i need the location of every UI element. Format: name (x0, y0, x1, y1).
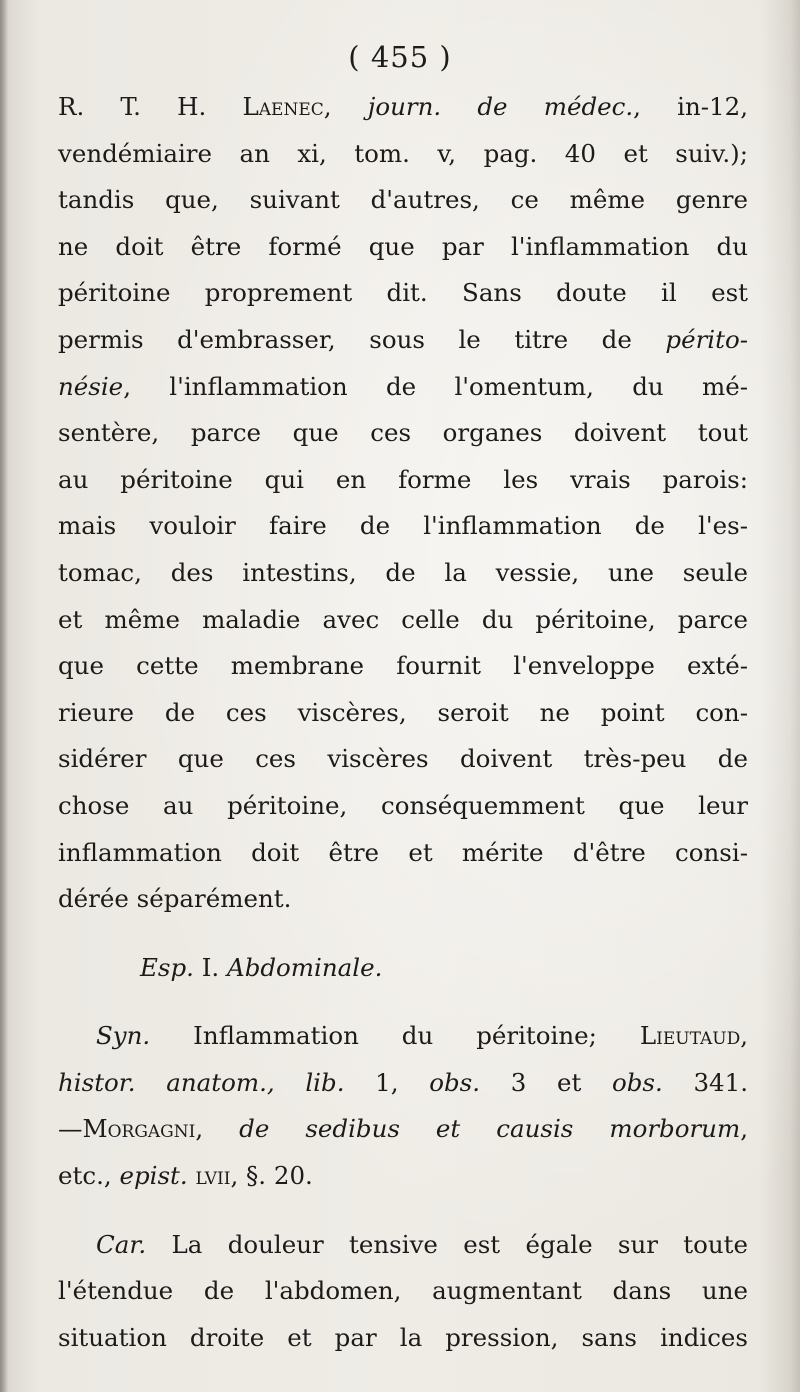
syn-epist: epist. (119, 1161, 188, 1191)
text-line: inflammation doit être et mérite d'être consi- (58, 837, 748, 867)
syn-ref: obs. (429, 1067, 481, 1097)
syn-author: Lieutaud, (639, 1021, 748, 1051)
syn-ref: histor. (58, 1067, 136, 1097)
text-line: sentère, parce que ces organes doivent tout (58, 418, 748, 448)
syn-line-4: etc., epist. lvii, §. 20. (58, 1161, 313, 1191)
text-line: chose au péritoine, conséquemment que leur (58, 790, 748, 820)
syn-ref: anatom., (166, 1067, 275, 1097)
syn-line-2 (58, 1060, 748, 1107)
heading-title: Abdominale. (227, 952, 383, 982)
syn-dash: — (58, 1114, 83, 1144)
section-gap (58, 923, 748, 945)
text-line: au péritoine qui en forme les vrais parois: (58, 464, 748, 494)
page-number: ( 455 ) (348, 40, 452, 74)
section-heading (58, 945, 748, 992)
syn-epist-number: lvii (195, 1161, 231, 1191)
car-line-3: situation droite et par la pression, sans indices (58, 1322, 748, 1352)
page-gutter-shadow (0, 0, 8, 1392)
syn-ref: 3 (510, 1067, 527, 1097)
text-line: que cette membrane fournit l'enveloppe exté- (58, 651, 748, 681)
text-line-7: nésie, l'inflammation de l'omentum, du mé- (58, 371, 748, 401)
car-text: La douleur tensive est égale sur toute (171, 1229, 748, 1259)
text-line-last: dérée séparément. (58, 884, 292, 914)
text-line: tandis que, suivant d'autres, ce même genre (58, 185, 748, 215)
syn-ref: et (556, 1067, 582, 1097)
syn-ref: 1, (375, 1067, 399, 1097)
heading-number: I. (201, 952, 220, 982)
text-line: ne doit être formé que par l'inflammation du (58, 231, 748, 261)
syn-line-3: —Morgagni, de sedibus et causis morborum, (58, 1114, 748, 1144)
syn-work: de sedibus et causis morborum (239, 1114, 741, 1144)
syn-ref: obs. (612, 1067, 663, 1097)
page-body (58, 84, 748, 1361)
text-line: rieure de ces viscères, seroit ne point con- (58, 697, 748, 727)
text-line-6: permis d'embrasser, sous le titre de périto- (58, 324, 748, 354)
text-line: vendémiaire an xi, tom. v, pag. 40 et suiv.); (58, 138, 748, 168)
car-label: Car. (96, 1229, 147, 1259)
syn-author: Morgagni (82, 1114, 196, 1144)
text-line-1: R. T. H. Laenec, journ. de médec., in-12, (58, 92, 748, 121)
syn-ref: lib. (305, 1067, 345, 1097)
syn-ref: 341. (693, 1067, 749, 1097)
syn-section: §. 20. (246, 1161, 313, 1191)
heading-label: Esp. (140, 952, 194, 982)
section-gap (58, 991, 748, 1013)
text-line: sidérer que ces viscères doivent très-peu de (58, 744, 748, 774)
section-gap (58, 1200, 748, 1222)
text-line: et même maladie avec celle du péritoine, parce (58, 604, 748, 634)
syn-label: Syn. (96, 1021, 151, 1051)
syn-punct: , (740, 1114, 748, 1144)
text-line: tomac, des intestins, de la vessie, une seule (58, 557, 748, 587)
text-line: péritoine proprement dit. Sans doute il est (58, 278, 748, 308)
text-line: mais vouloir faire de l'inflammation de l'es- (58, 511, 748, 541)
syn-line-1 (58, 1013, 748, 1060)
syn-etc: etc., (58, 1161, 112, 1191)
car-line-1 (58, 1222, 748, 1269)
car-line-2: l'étendue de l'abdomen, augmentant dans une (58, 1276, 748, 1306)
syn-text: Inflammation du péritoine; (193, 1021, 597, 1051)
